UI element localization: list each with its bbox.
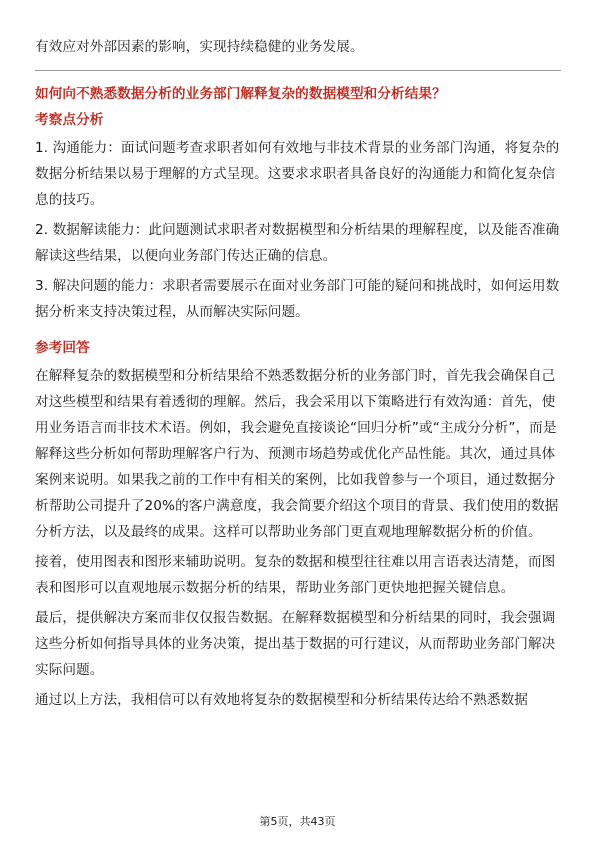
answer-body [35, 363, 561, 713]
analysis-item-interpretation: 2. 数据解读能力：此问题测试求职者对数据模型和分析结果的理解程度，以及能否准确解读这些结果，以便向业务部门传达正确的信息。 [35, 222, 560, 264]
answer-paragraph: 在解释复杂的数据模型和分析结果给不熟悉数据分析的业务部门时，首先我会确保自己对这些模型和结果有着透彻的理解。然后，我会采用以下策略进行有效沟通：首先，使用业务语言而非技术术语。例如，我会避免直接谈论“回归分析”或“主成分分析”，而是解释这些分析如何帮助理解客户行为、预测市场趋势或优化产品性能。其次，通过具体案例来说明。如果我之前的工作中有相关的案例，比如我曾参与一个项目，通过数据分析帮助公司提升了20%的客户满意度，我会简要介绍这个项目的背景、我们使用的数据分析方法，以及最终的成果。这样可以帮助业务部门更直观地理解数据分析的价值。 [35, 368, 559, 540]
answer-paragraph: 接着，使用图表和图形来辅助说明。复杂的数据和模型往往难以用言语表达清楚，而图表和图形可以直观地展示数据分析的结果，帮助业务部门更快地把握关键信息。 [35, 554, 556, 596]
analysis-item-problem-solving: 3. 解决问题的能力：求职者需要展示在面对业务部门可能的疑问和挑战时，如何运用数据分析来支持决策过程，从而解决实际问题。 [35, 278, 560, 320]
intro-tail-text: 有效应对外部因素的影响，实现持续稳健的业务发展。 [35, 39, 364, 55]
analysis-heading: 考察点分析 [35, 112, 104, 128]
analysis-list [35, 135, 561, 325]
section-divider [35, 70, 561, 71]
question-heading: 如何向不熟悉数据分析的业务部门解释复杂的数据模型和分析结果？ [35, 86, 446, 102]
analysis-item-communication: 1. 沟通能力：面试问题考查求职者如何有效地与非技术背景的业务部门沟通，将复杂的数据分析结果以易于理解的方式呈现。这要求求职者具备良好的沟通能力和简化复杂信息的技巧。 [35, 140, 560, 208]
page-content [35, 34, 561, 717]
page-footer: 第5页，共43页 [259, 815, 336, 828]
answer-paragraph: 最后，提供解决方案而非仅仅报告数据。在解释数据模型和分析结果的同时，我会强调这些分析如何指导具体的业务决策，提出基于数据的可行建议，从而帮助业务部门解决实际问题。 [35, 610, 556, 678]
answer-paragraph: 通过以上方法，我相信可以有效地将复杂的数据模型和分析结果传达给不熟悉数据 [35, 692, 528, 708]
answer-heading: 参考回答 [35, 340, 90, 356]
